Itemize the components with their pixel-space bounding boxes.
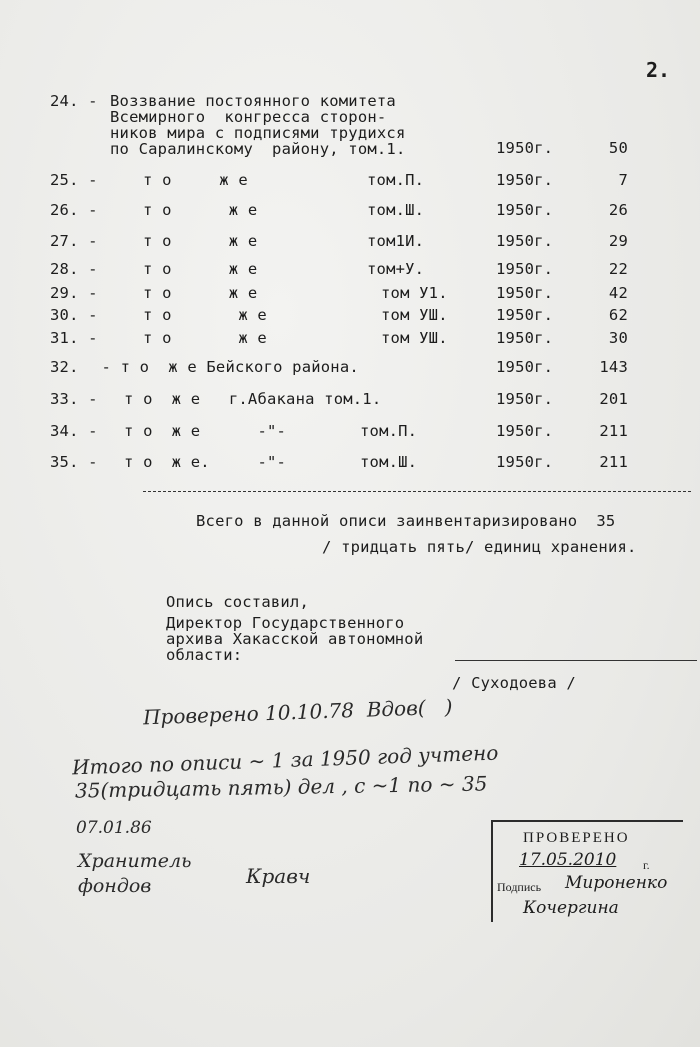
row-25-count: 7 — [618, 171, 628, 189]
director-line-3: области: — [166, 646, 243, 664]
row-25-volume: том.П. — [367, 171, 425, 189]
row-27-number: 27. - — [50, 232, 98, 250]
row-34-year: 1950г. — [496, 422, 554, 440]
row-29-year: 1950г. — [496, 284, 554, 302]
row-27-count: 29 — [608, 232, 628, 250]
row-27-text: т о ж е — [143, 232, 258, 250]
row-29-number: 29. - — [50, 284, 98, 302]
row-24-line-1: Воззвание постоянного комитета — [110, 92, 396, 110]
row-27-volume: том1И. — [367, 232, 425, 250]
row-24-count: 50 — [608, 139, 628, 157]
row-32-year: 1950г. — [496, 358, 554, 376]
row-35-number: 35. - — [50, 453, 98, 471]
director-line-2: архива Хакасской автономной — [166, 630, 424, 648]
row-29-count: 42 — [608, 284, 628, 302]
stamp-signature-label: Подпись — [497, 880, 542, 894]
row-26-year: 1950г. — [496, 201, 554, 219]
row-25-text: т о ж е — [143, 171, 248, 189]
row-35-count: 211 — [599, 453, 628, 471]
row-35-year: 1950г. — [496, 453, 554, 471]
row-31-number: 31. - — [50, 329, 98, 347]
row-33-number: 33. - — [50, 390, 98, 408]
page-number: 2. — [646, 58, 671, 82]
row-26-text: т о ж е — [143, 201, 258, 219]
handwritten-keeper-signature: Кравч — [246, 864, 311, 888]
row-31-year: 1950г. — [496, 329, 554, 347]
row-34-count: 211 — [599, 422, 628, 440]
row-30-volume: том УШ. — [381, 306, 448, 324]
row-28-text: т о ж е — [143, 260, 258, 278]
verification-stamp — [483, 820, 691, 928]
row-32-number: 32. — [50, 358, 79, 376]
row-24-number: 24. - — [50, 92, 98, 110]
row-28-number: 28. - — [50, 260, 98, 278]
row-31-volume: том УШ. — [381, 329, 448, 347]
row-25-number: 25. - — [50, 171, 98, 189]
row-35-text: т о ж е. -"- — [124, 453, 287, 471]
row-34-number: 34. - — [50, 422, 98, 440]
row-24-line-3: ников мира с подписями трудихся — [110, 124, 406, 142]
summary-line-2: / тридцать пять/ единиц хранения. — [322, 538, 637, 556]
row-30-number: 30. - — [50, 306, 98, 324]
stamp-date: 17.05.2010 — [519, 850, 617, 870]
row-27-year: 1950г. — [496, 232, 554, 250]
row-30-year: 1950г. — [496, 306, 554, 324]
summary-line-1: Всего в данной описи заинвентаризировано 35 — [196, 512, 616, 530]
handwritten-total-line-1: Итого по описи ~ 1 за 1950 год учтено — [71, 740, 499, 780]
handwritten-checked-note: Проверено 10.10.78 Вдов( ) — [142, 694, 453, 730]
handwritten-total-line-2: 35(тридцать пять) дел , с ~1 по ~ 35 — [74, 771, 488, 803]
row-26-count: 26 — [608, 201, 628, 219]
row-33-count: 201 — [599, 390, 628, 408]
row-28-count: 22 — [608, 260, 628, 278]
row-35-volume: том.Ш. — [360, 453, 418, 471]
row-34-text: т о ж е -"- — [124, 422, 287, 440]
stamp-title: ПРОВЕРЕНО — [523, 830, 630, 846]
director-line-1: Директор Государственного — [166, 614, 405, 632]
row-29-volume: том У1. — [381, 284, 448, 302]
row-31-count: 30 — [608, 329, 628, 347]
signatory-name: / Суходоева / — [452, 674, 576, 692]
row-28-year: 1950г. — [496, 260, 554, 278]
row-32-text: - т о ж е Бейского района. — [92, 358, 359, 376]
row-25-year: 1950г. — [496, 171, 554, 189]
handwritten-date: 07.01.86 — [76, 818, 152, 838]
compiled-by-label: Опись составил, — [166, 593, 309, 611]
row-26-volume: том.Ш. — [367, 201, 425, 219]
row-24-year: 1950г. — [496, 139, 554, 157]
handwritten-keeper-line-1: Хранитель — [78, 850, 192, 872]
row-31-text: т о ж е — [143, 329, 267, 347]
handwritten-keeper-line-2: фондов — [78, 875, 152, 897]
row-30-text: т о ж е — [143, 306, 267, 324]
row-33-text: т о ж е г.Абакана том.1. — [124, 390, 382, 408]
stamp-signature-2: Кочергина — [523, 898, 619, 918]
row-34-volume: том.П. — [360, 422, 418, 440]
row-24-line-2: Всемирного конгресса сторон- — [110, 108, 387, 126]
row-24-line-4: по Саралинскому району, том.1. — [110, 140, 406, 158]
row-29-text: т о ж е — [143, 284, 258, 302]
stamp-year-suffix: г. — [643, 858, 650, 872]
row-33-year: 1950г. — [496, 390, 554, 408]
dashed-divider — [143, 491, 691, 492]
signature-line — [455, 660, 697, 661]
row-30-count: 62 — [608, 306, 628, 324]
stamp-signature-1: Мироненко — [565, 873, 668, 893]
row-32-count: 143 — [599, 358, 628, 376]
row-28-volume: том+У. — [367, 260, 425, 278]
row-26-number: 26. - — [50, 201, 98, 219]
